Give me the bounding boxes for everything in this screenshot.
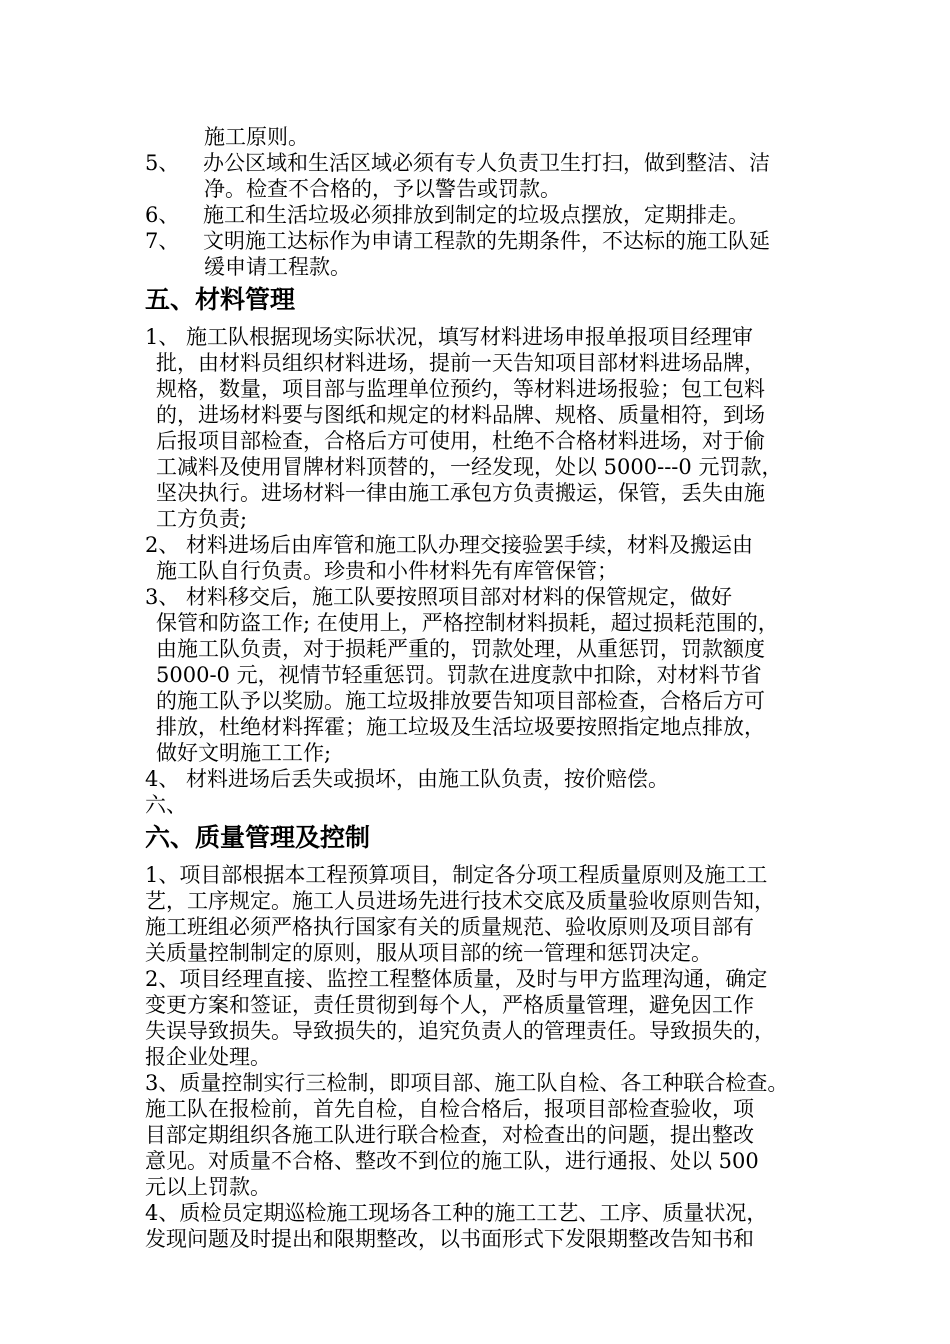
text-line: 目部定期组织各施工队进行联合检查，对检查出的问题，提出整改	[145, 1123, 754, 1147]
text-line: 的，进场材料要与图纸和规定的材料品牌、规格、质量相符，到场	[156, 403, 765, 427]
text-line: 批，由材料员组织材料进场，提前一天告知项目部材料进场品牌，	[156, 351, 765, 375]
section-heading-materials: 五、材料管理	[145, 285, 296, 314]
text-line: 元以上罚款。	[145, 1175, 271, 1199]
text-line: 六、	[145, 793, 187, 817]
text-line: 关质量控制制定的原则，服从项目部的统一管理和惩罚决定。	[145, 941, 712, 965]
text-line: 2、 材料进场后由库管和施工队办理交接验罢手续，材料及搬运由	[145, 533, 754, 557]
item-number: 7、	[145, 229, 180, 253]
text-line: 施工队在报检前，首先自检，自检合格后，报项目部检查验收，项	[145, 1097, 754, 1121]
text-line: 5000-0 元，视情节轻重惩罚。罚款在进度款中扣除，对材料节省	[156, 663, 762, 687]
text-line: 工减料及使用冒牌材料顶替的，一经发现，处以 5000---0 元罚款，	[156, 455, 783, 479]
section-heading-quality: 六、质量管理及控制	[145, 823, 371, 852]
text-line: 保管和防盗工作; 在使用上，严格控制材料损耗，超过损耗范围的，	[156, 611, 779, 635]
list-item-5	[145, 150, 770, 176]
text-line: 净。检查不合格的，予以警告或罚款。	[204, 177, 561, 201]
text-line: 1、 施工队根据现场实际状况，填写材料进场申报单报项目经理审	[145, 325, 754, 349]
text-line: 1、项目部根据本工程预算项目，制定各分项工程质量原则及施工工	[145, 863, 768, 887]
item-number: 5、	[145, 151, 180, 175]
item-text: 施工和生活垃圾必须排放到制定的垃圾点摆放，定期排走。	[203, 203, 749, 227]
text-line: 变更方案和签证，责任贯彻到每个人，严格质量管理，避免因工作	[145, 993, 754, 1017]
item-text: 办公区域和生活区域必须有专人负责卫生打扫，做到整洁、洁	[203, 151, 770, 175]
text-line: 4、质检员定期巡检施工现场各工种的施工工艺、工序、质量状况，	[145, 1201, 768, 1225]
text-line: 的施工队予以奖励。施工垃圾排放要告知项目部检查，合格后方可	[156, 689, 765, 713]
text-line: 艺，工序规定。施工人员进场先进行技术交底及质量验收原则告知，	[145, 889, 775, 913]
text-line: 做好文明施工工作;	[156, 741, 332, 765]
text-line: 由施工队负责，对于损耗严重的，罚款处理，从重惩罚，罚款额度	[156, 637, 765, 661]
text-line: 报企业处理。	[145, 1045, 271, 1069]
text-line: 3、质量控制实行三检制，即项目部、施工队自检、各工种联合检查。	[145, 1071, 789, 1095]
text-line: 发现问题及时提出和限期整改，以书面形式下发限期整改告知书和	[145, 1227, 754, 1251]
text-line: 排放，杜绝材料挥霍；施工垃圾及生活垃圾要按照指定地点排放，	[156, 715, 765, 739]
text-line: 工方负责;	[156, 507, 248, 531]
text-line: 失误导致损失。导致损失的，追究负责人的管理责任。导致损失的，	[145, 1019, 775, 1043]
text-line: 缓申请工程款。	[204, 255, 351, 279]
text-line: 后报项目部检查，合格后方可使用，杜绝不合格材料进场，对于偷	[156, 429, 765, 453]
list-item-7	[145, 228, 770, 254]
text-line: 施工原则。	[204, 125, 309, 149]
text-line: 3、 材料移交后，施工队要按照项目部对材料的保管规定，做好	[145, 585, 733, 609]
text-line: 坚决执行。进场材料一律由施工承包方负责搬运，保管，丢失由施	[156, 481, 765, 505]
text-line: 4、 材料进场后丢失或损坏，由施工队负责，按价赔偿。	[145, 767, 670, 791]
item-text: 文明施工达标作为申请工程款的先期条件，不达标的施工队延	[203, 229, 770, 253]
item-number: 6、	[145, 203, 180, 227]
text-line: 施工班组必须严格执行国家有关的质量规范、验收原则及项目部有	[145, 915, 754, 939]
text-line: 施工队自行负责。珍贵和小件材料先有库管保管；	[156, 559, 618, 583]
text-line: 规格，数量，项目部与监理单位预约，等材料进场报验；包工包料	[156, 377, 765, 401]
list-item-6	[145, 202, 749, 228]
text-line: 2、项目经理直接、监控工程整体质量，及时与甲方监理沟通，确定	[145, 967, 768, 991]
text-line: 意见。对质量不合格、整改不到位的施工队，进行通报、处以 500	[145, 1149, 759, 1173]
